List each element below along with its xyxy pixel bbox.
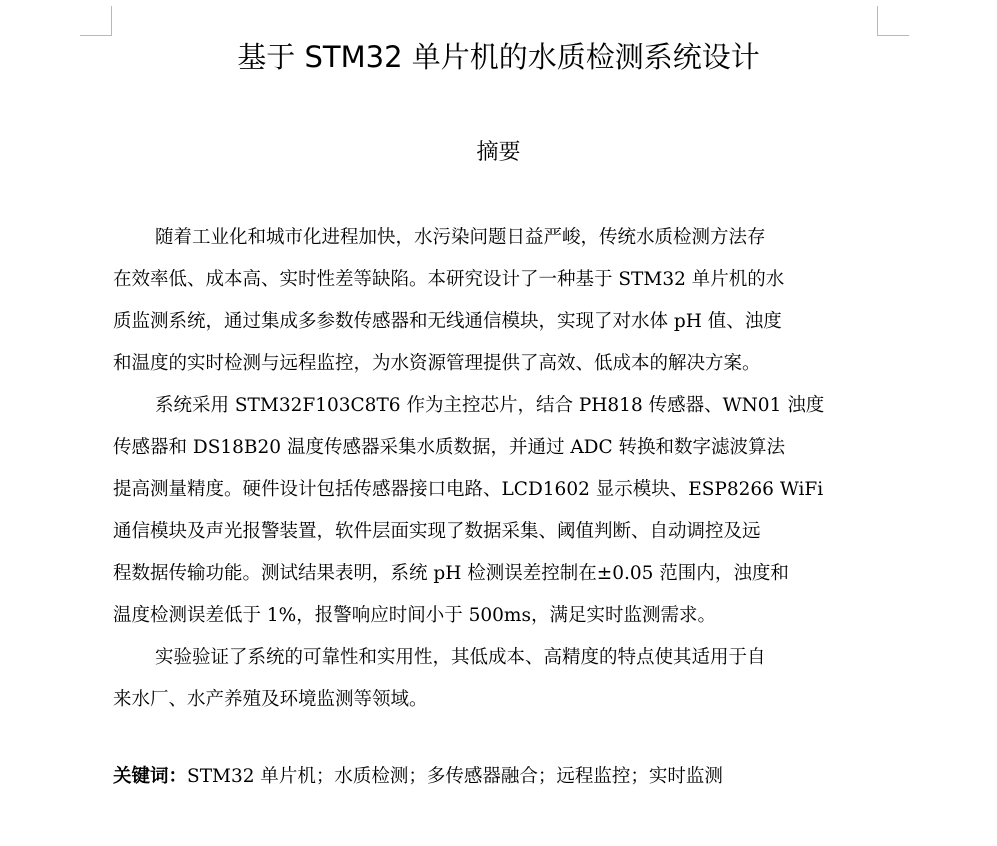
abstract-paragraph-2: [113, 385, 824, 637]
page-corner-mark-top-left: [80, 6, 112, 36]
keywords-text: STM32 单片机；水质检测；多传感器融合；远程监控；实时监测: [187, 766, 723, 787]
paragraph-line: 质监测系统，通过集成多参数传感器和无线通信模块，实现了对水体 pH 值、浊度: [113, 311, 782, 332]
paragraph-line: 随着工业化和城市化进程加快，水污染问题日益严峻，传统水质检测方法存: [155, 227, 766, 248]
paragraph-line: 在效率低、成本高、实时性差等缺陷。本研究设计了一种基于 STM32 单片机的水: [113, 269, 785, 290]
paragraph-line: 传感器和 DS18B20 温度传感器采集水质数据，并通过 ADC 转换和数字滤波算法: [113, 437, 786, 458]
abstract-paragraph-1: [113, 217, 784, 385]
paragraph-line: 和温度的实时检测与远程监控，为水资源管理提供了高效、低成本的解决方案。: [113, 353, 761, 374]
paragraph-line: 温度检测误差低于 1%，报警响应时间小于 500ms，满足实时监测需求。: [113, 605, 716, 626]
paragraph-line: 通信模块及声光报警装置，软件层面实现了数据采集、阈值判断、自动调控及远: [113, 521, 761, 542]
keywords-label: 关键词：: [113, 766, 188, 787]
abstract-paragraph-3: [113, 637, 766, 721]
page-corner-mark-top-right: [877, 6, 909, 36]
keywords-line: [113, 757, 723, 797]
abstract-heading: 摘要: [476, 140, 521, 165]
paragraph-line: 提高测量精度。硬件设计包括传感器接口电路、LCD1602 显示模块、ESP8266 WiFi: [113, 479, 824, 500]
paragraph-line: 来水厂、水产养殖及环境监测等领域。: [113, 689, 428, 710]
paragraph-line: 程数据传输功能。测试结果表明，系统 pH 检测误差控制在±0.05 范围内，浊度和: [113, 563, 789, 584]
paragraph-line: 实验验证了系统的可靠性和实用性，其低成本、高精度的特点使其适用于自: [155, 647, 766, 668]
document-title: 基于 STM32 单片机的水质检测系统设计: [237, 40, 760, 74]
paragraph-line: 系统采用 STM32F103C8T6 作为主控芯片，结合 PH818 传感器、WN01 浊度: [155, 395, 825, 416]
